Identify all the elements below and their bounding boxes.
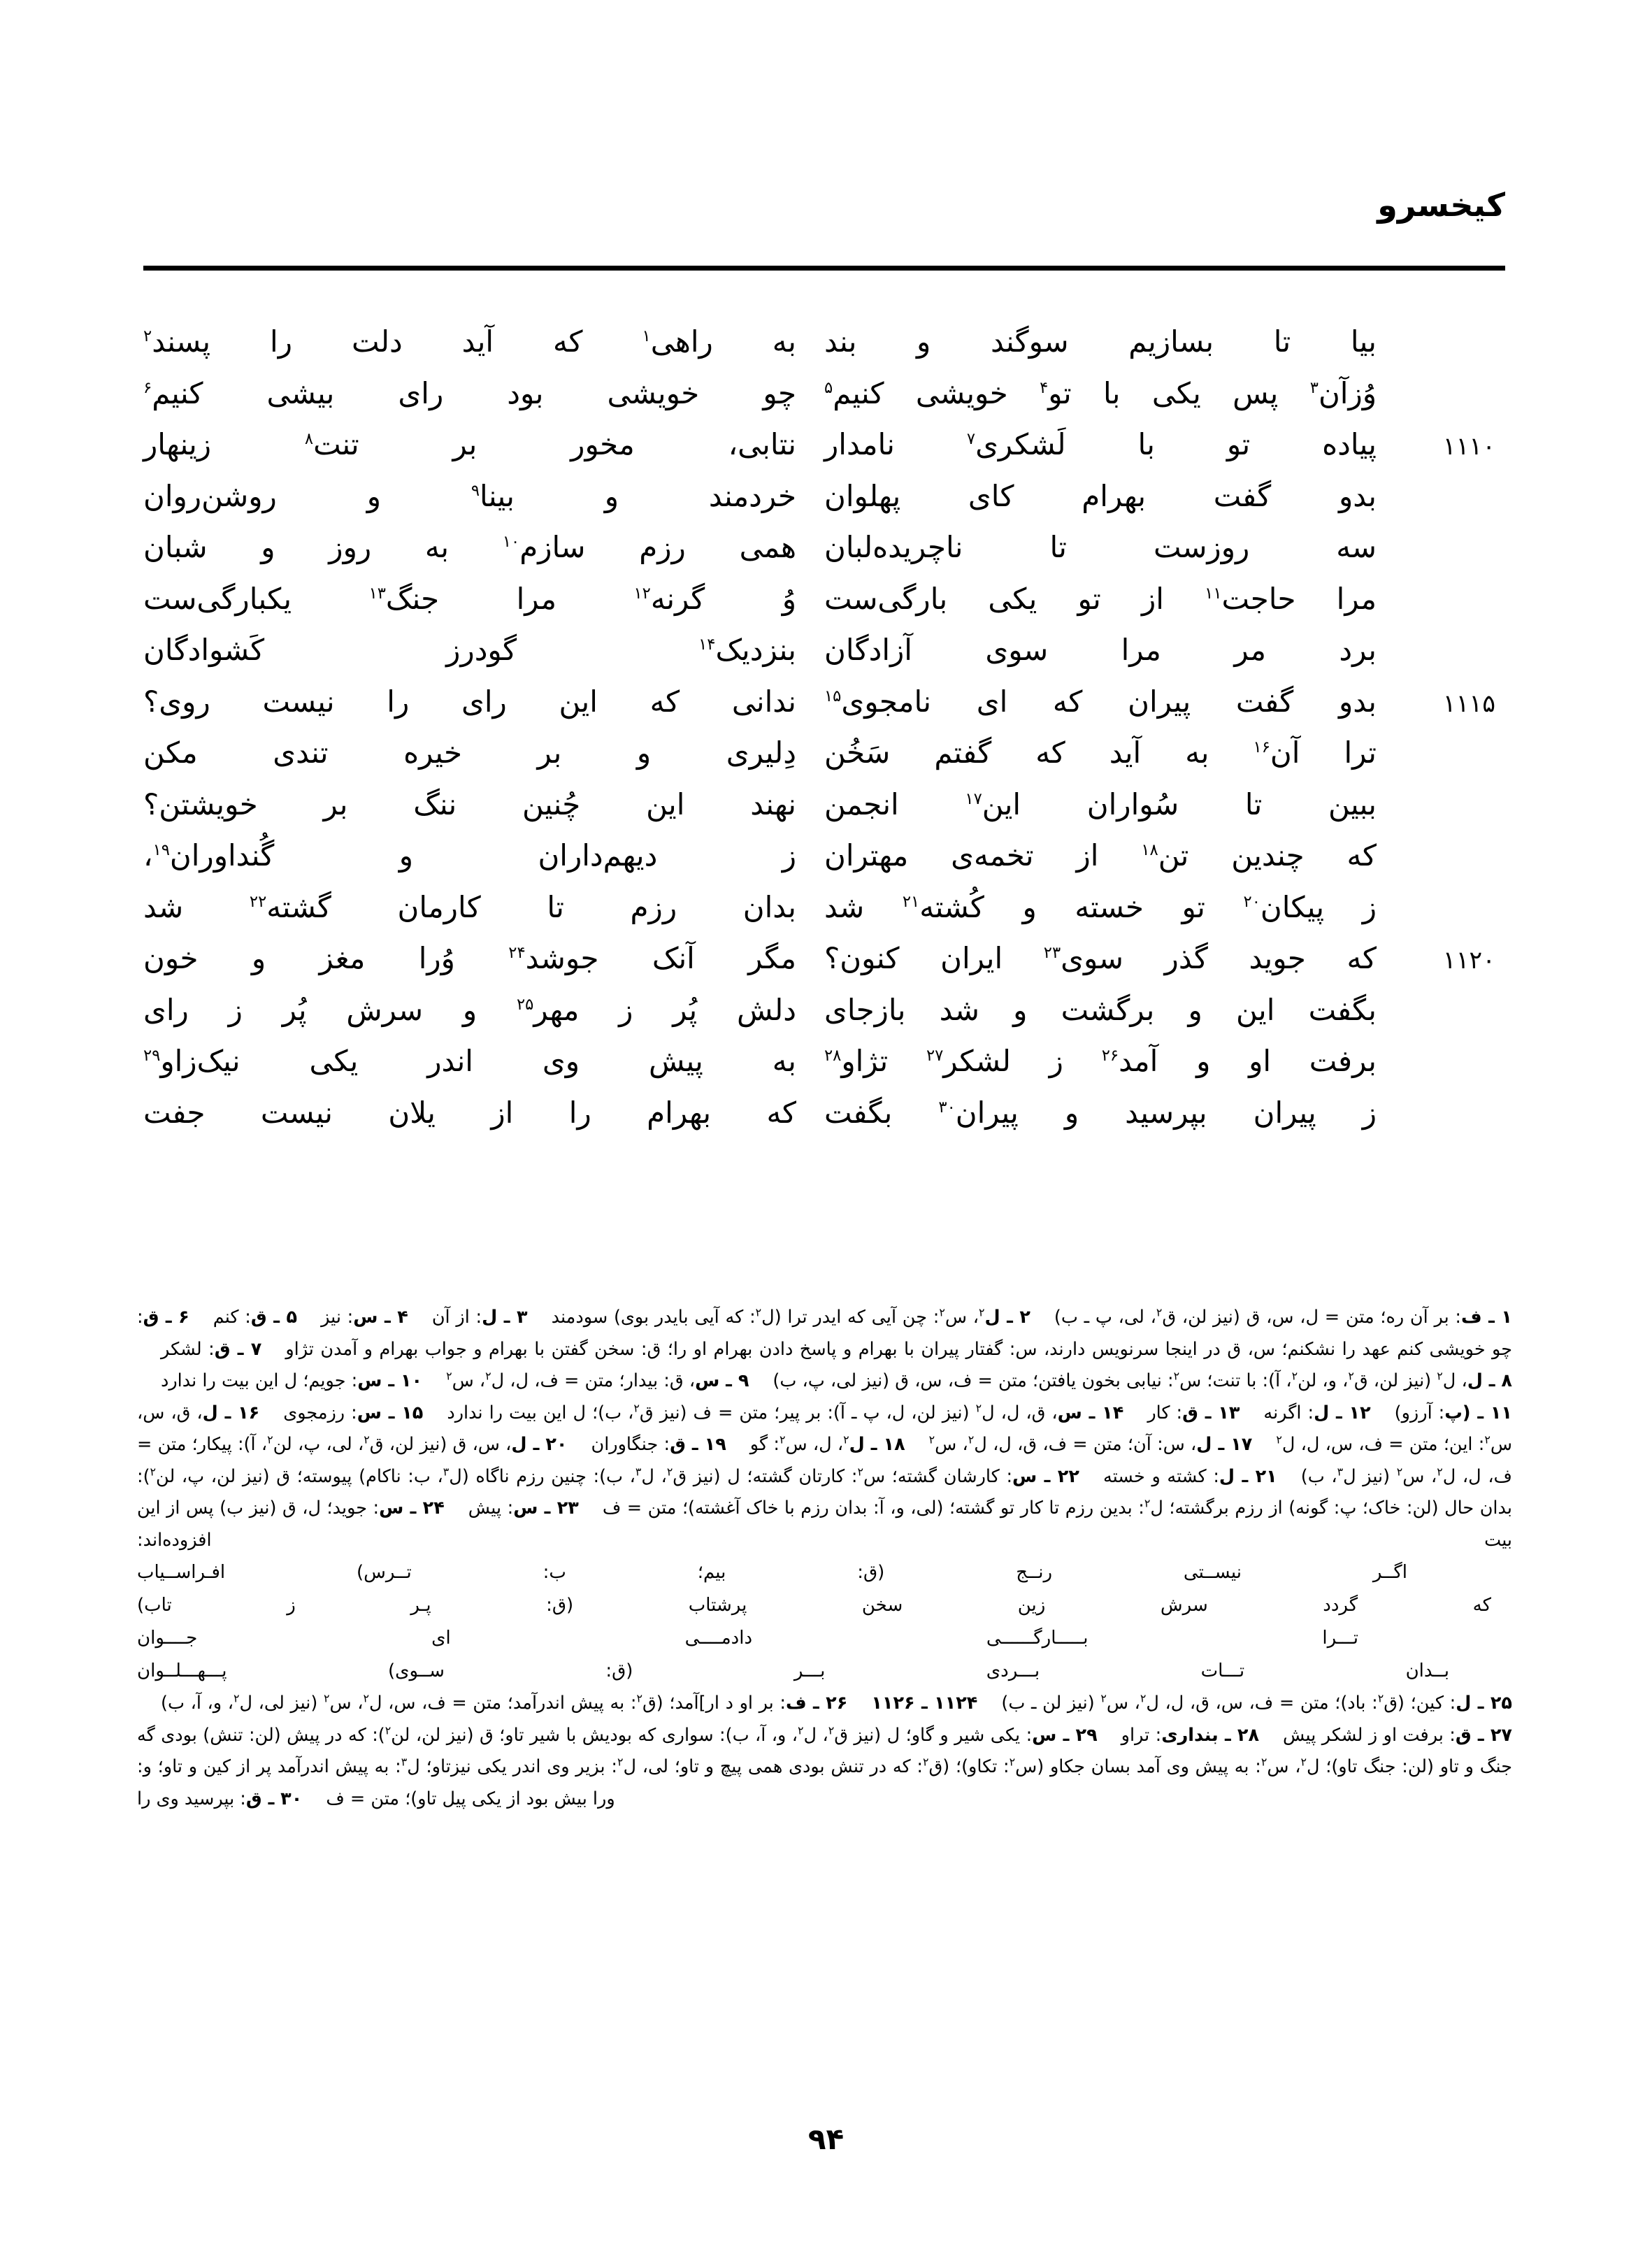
hemistich-right: ز پیکان$^{۲۰}$ تو خسته و کُشته$^{۲۱}$ شد — [824, 889, 1377, 924]
critical-apparatus — [137, 1302, 1512, 1815]
verse-number: ۱۱۲۰ — [1442, 947, 1495, 975]
hemistich-right: بدو گفت پیران که ای نامجوی$^{۱۵}$ — [824, 684, 1377, 719]
hemistich-right: ببین تا سُواران این$^{۱۷}$ انجمن — [824, 787, 1377, 821]
verse-row — [143, 522, 1505, 573]
hemistich-right: بدو گفت بهرام کای پهلوان — [824, 478, 1377, 513]
hemistich-right: که جوید گذر سوی$^{۲۳}$ ایران کنون؟ — [824, 941, 1377, 975]
hemistich-left: دلش پُر ز مهر$^{۲۵}$ و سرش پُر ز رای — [143, 992, 796, 1027]
hemistich-left: بنزدیک$^{۱۴}$ گودرز کَشوادگان — [143, 633, 796, 667]
hemistich-right: وُزآن$^۳$ پس یکی با تو$^۴$ خویشی کنیم$^۵$ — [824, 375, 1377, 410]
verse-row — [143, 624, 1505, 676]
verse-row — [143, 933, 1505, 984]
hemistich-right: بگفت این و برگشت و شد بازجای — [824, 992, 1377, 1027]
apparatus-inset-verse: اگــر نیســتی رنــج (ق: بیم؛ ب: تــرس) افـراســیاب — [137, 1562, 1407, 1583]
hemistich-right: برد مر مرا سوی آزادگان — [824, 633, 1377, 667]
hemistich-right: سه روزست تا ناچریده‌لبان — [824, 530, 1377, 564]
hemistich-left: ز دیهم‌داران و گُنداوران$^{۱۹}$، — [143, 838, 796, 873]
verse-number: ۱۱۱۰ — [1442, 433, 1495, 461]
hemistich-left: همی رزم سازم$^{۱۰}$ به روز و شبان — [143, 530, 797, 564]
verse-row — [143, 316, 1505, 368]
verse-row — [143, 984, 1505, 1036]
hemistich-left: نتابی، مخور بر تنت$^۸$ زینهار — [143, 427, 796, 461]
hemistich-left: ندانی که این رای را نیست روی؟ — [143, 684, 796, 719]
hemistich-right: مرا حاجت$^{۱۱}$ از تو یکی بارگی‌ست — [824, 581, 1377, 616]
verse-number: ۱۱۱۵ — [1442, 689, 1495, 718]
hemistich-right: ترا آن$^{۱۶}$ به آید که گفتم سَخُن — [824, 735, 1377, 770]
verse-row — [143, 368, 1505, 419]
hemistich-left: خردمند و بینا$^۹$ و روشن‌روان — [143, 478, 796, 513]
hemistich-left: نهند این چُنین ننگ بر خویشتن؟ — [143, 787, 796, 821]
verse-row — [143, 419, 1505, 471]
verse-row — [143, 1087, 1505, 1139]
verse-row — [143, 573, 1505, 625]
hemistich-left: دِلیری و بر خیره تندی مکن — [143, 735, 796, 770]
hemistich-right: برفت او و آمد$^{۲۶}$ ز لشکر$^{۲۷}$ تژاو$^{۲۸}$ — [824, 1044, 1377, 1078]
hemistich-left: به راهی$^۱$ که آید دلت را پسند$^۲$ — [143, 324, 796, 359]
folio-number: ۹۴ — [807, 2122, 845, 2156]
apparatus-paragraph: ۲۵ ـ ل: کین؛ (ق$^۲$: باد)؛ متن = ف، س، ق، ل، ل$^۲$، س$^۲$ (نیز لن ـ ب)۱۱۲۴ ـ ۱۱۲۶۲۶ ـ ف: بر او د ار]آمد؛ (ق$^۲$: به پیش اندرآمد؛ متن = ف، س، ل$^۲$، س$^۲$ (نیز لی، ل$^۲$، و، آ، ب)۲۷ ـ ق: برفت او ز لشکر پیش۲۸ ـ بنداری: تراو۲۹ ـ س: یکی شیر و گاو؛ ل (نیز ق$^۲$، ل$^۲$، و، آ، ب): سواری که بودیش با شیر تاو؛ ق (نیز لن، لن$^۲$): که در پیش (لن: تنش) بودی گه جنگ و تاو (لن: جنگ تاو)؛ ل$^۲$، س$^۲$: به پیش وی آمد بسان جکاو (س$^۲$: تکاو)؛ (ق$^۲$: که در تنش بودی همی پیچ و تاو؛ لی، ل$^۲$: بزیر وی اندر یکی نیزتاو؛ ل$^۳$: به پیش اندرآمد پر از کین و تاو؛ و: ورا بیش بود از یکی پیل تاو)؛ متن = ف۳۰ ـ ق: بپرسید وی را — [137, 1691, 1512, 1809]
hemistich-left: بدان رزم تا کارمان گشته$^{۲۲}$ شد — [143, 889, 796, 924]
verse-row — [143, 1035, 1505, 1087]
apparatus-inset-verse: که گردد سرش زین سخن پرشتاب (ق: پـر ز تاب) — [137, 1595, 1491, 1616]
hemistich-right: که چندین تن$^{۱۸}$ از تخمه‌ی مهتران — [824, 838, 1377, 873]
verse-row — [143, 779, 1505, 831]
header-rule — [143, 266, 1505, 271]
running-head-title: کیخسرو — [1377, 186, 1505, 224]
hemistich-right: پیاده تو با لَشکری$^۷$ نامدار — [824, 427, 1377, 461]
hemistich-left: به پیش وی اندر یکی نیک‌زاو$^{۲۹}$ — [143, 1044, 796, 1078]
hemistich-left: وُ گرنه$^{۱۲}$ مرا جنگ$^{۱۳}$ یکبارگی‌ست — [143, 581, 796, 616]
hemistich-left: که بهرام را از یلان نیست جفت — [143, 1095, 796, 1130]
verse-block — [143, 316, 1505, 1138]
hemistich-right: بیا تا بسازیم سوگند و بند — [824, 324, 1377, 359]
verse-row — [143, 830, 1505, 882]
hemistich-right: ز پیران بپرسید و پیران$^{۳۰}$ بگفت — [824, 1095, 1377, 1130]
verse-row — [143, 471, 1505, 522]
verse-row — [143, 676, 1505, 728]
verse-row — [143, 882, 1505, 933]
hemistich-left: چو خویشی بود رای بیشی کنیم$^۶$ — [143, 375, 796, 410]
apparatus-inset-verse: تـــرا بـــــارگــــــی دادمــــی ای جــــوان — [137, 1628, 1358, 1649]
apparatus-inset-verse: بــدان تـــات بـــردی بـــر (ق: ســوی) پـــهـــلــوان — [137, 1660, 1449, 1681]
verse-row — [143, 727, 1505, 779]
apparatus-paragraph: ۱ ـ ف: بر آن ره؛ متن = ل، س، ق (نیز لن، ق$^۲$، لی، پ ـ ب)۲ ـ ل$^۲$، س$^۲$: چن آیی که ایدر ترا (ل$^۲$: که آیی بایدر بوی) سودمند۳ ـ ل: از آن۴ ـ س: نیز۵ ـ ق: کنم۶ ـ ق: چو خویشی کنم عهد را نشکنم؛ س، ق در اینجا سرنویس دارند، س: گفتار پیران با بهرام و پاسخ دادن بهرام او را؛ ق: سخن گفتن با بهرام و جواب بهرام و آمدن تژاو۷ ـ ق: لشکر۸ ـ ل، ل$^۲$ (نیز لن، ق$^۲$، و، لن$^۲$، آ): با تنت؛ س$^۲$: نیابی بخون یافتن؛ متن = ف، س، ق (نیز لی، پ، ب)۹ ـ س، ق: بیدار؛ متن = ف، ل، ل$^۲$، س$^۲$۱۰ ـ س: جویم؛ ل این بیت را ندارد۱۱ ـ (پ: آرزو)۱۲ ـ ل: اگرنه۱۳ ـ ق: کار۱۴ ـ س، ق، ل، ل$^۲$ (نیز لن، ل، پ ـ آ): بر پیر؛ متن = ف (نیز ق$^۲$، ب)؛ ل این بیت را ندارد۱۵ ـ س: رزمجوی۱۶ ـ ل، ق، س، س$^۲$: این؛ متن = ف، س، ل، ل$^۲$۱۷ ـ ل، س: آن؛ متن = ف، ق، ل، ل$^۲$، س$^۲$۱۸ ـ ل$^۲$، ل، س$^۲$: گو۱۹ ـ ق: جنگاوران۲۰ ـ ل، س، ق (نیز لن، ق$^۲$، لی، پ، لن$^۲$، آ): پیکار؛ متن = ف، ل، ل$^۲$، س$^۲$ (نیز ل$^۳$، ب)۲۱ ـ ل: کشته و خسته۲۲ ـ س: کارشان گشته؛ س$^۲$: کارتان گشته؛ ل (نیز ق$^۲$، ل$^۳$، ب): چنین رزم ناگاه (ل$^۳$، ب: ناکام) پیوسته؛ ق (نیز لن، پ، لن$^۲$): بدان حال (لن: خاک؛ پ: گونه) از رزم برگشته؛ ل$^۲$: بدین رزم تا کار تو گشته؛ (لی، و، آ: بدان رزم با خاک آغشته)؛ متن = ف۲۳ ـ س: پیش۲۴ ـ س: جوید؛ ل، ق (نیز ب) پس از این بیت افزوده‌اند: — [137, 1305, 1513, 1551]
hemistich-left: مگر آنک جوشد$^{۲۴}$ وُرا مغز و خون — [143, 941, 796, 975]
running-head-zone — [147, 186, 1505, 252]
